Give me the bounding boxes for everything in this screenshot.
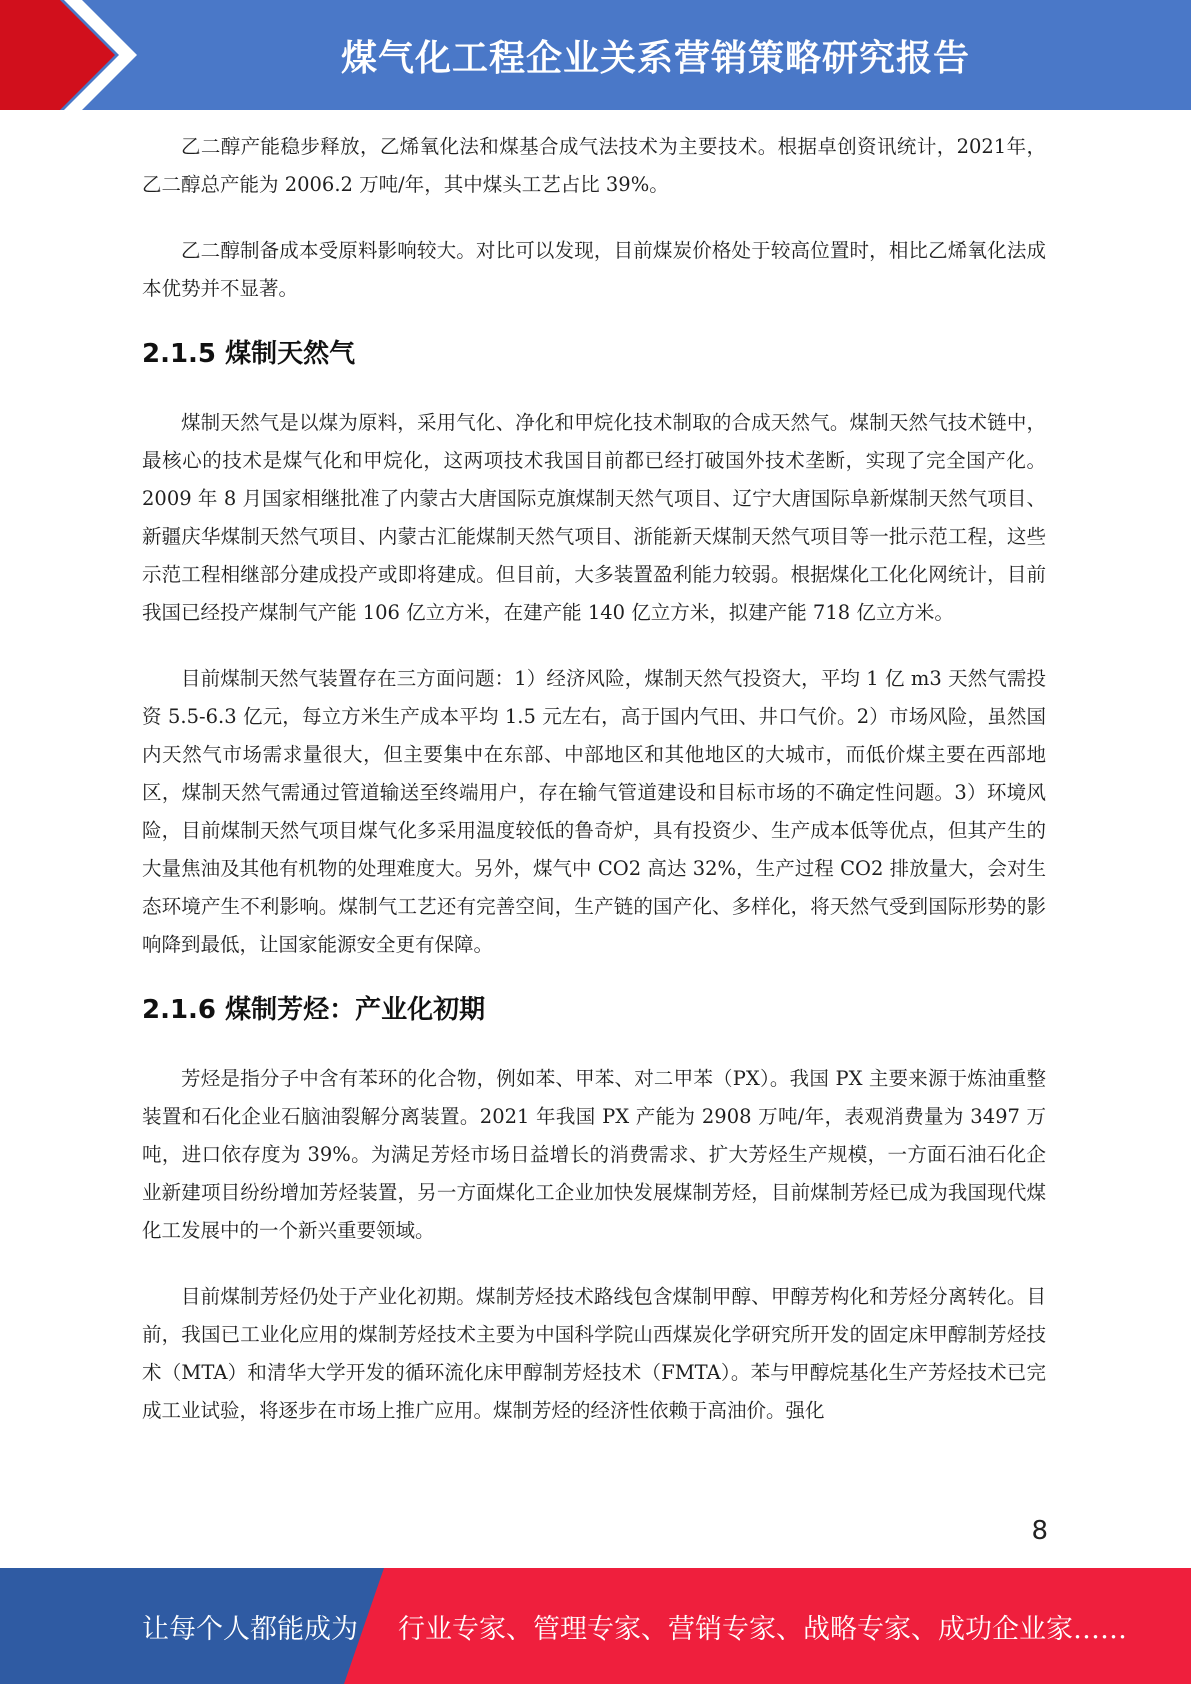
paragraph: 乙二醇产能稳步释放，乙烯氧化法和煤基合成气法技术为主要技术。根据卓创资讯统计，2021年，乙二醇总产能为 2006.2 万吨/年，其中煤头工艺占比 39%。 [142,135,1046,196]
page-footer [0,1568,1191,1684]
paragraph: 乙二醇制备成本受原料影响较大。对比可以发现，目前煤炭价格处于较高位置时，相比乙烯氧化法成本优势并不显著。 [142,239,1046,300]
paragraph: 目前煤制芳烃仍处于产业化初期。煤制芳烃技术路线包含煤制甲醇、甲醇芳构化和芳烃分离转化。目前，我国已工业化应用的煤制芳烃技术主要为中国科学院山西煤炭化学研究所开发的固定床甲醇制芳烃技术（MTA）和清华大学开发的循环流化床甲醇制芳烃技术（FMTA）。苯与甲醇烷基化生产芳烃技术已完成工业试验，将逐步在市场上推广应用。煤制芳烃的经济性依赖于高油价。强化 [142,1285,1046,1422]
paragraph: 目前煤制天然气装置存在三方面问题：1）经济风险，煤制天然气投资大，平均 1 亿 m3 天然气需投资 5.5-6.3 亿元，每立方米生产成本平均 1.5 元左右，高于国内气田、井口气价。2）市场风险，虽然国内天然气市场需求量很大，但主要集中在东部、中部地区和其他地区的大城市，而低价煤主要在西部地区，煤制天然气需通过管道输送至终端用户，存在输气管道建设和目标市场的不确定性问题。3）环境风险，目前煤制天然气项目煤气化多采用温度较低的鲁奇炉，具有投资少、生产成本低等优点，但其产生的大量焦油及其他有机物的处理难度大。另外，煤气中 CO2 高达 32%，生产过程 CO2 排放量大，会对生态环境产生不利影响。煤制气工艺还有完善空间，生产链的国产化、多样化，将天然气受到国际形势的影响降到最低，让国家能源安全更有保障。 [142,667,1046,956]
section-heading-2-1-6: 2.1.6 煤制芳烃：产业化初期 [142,995,486,1025]
page-header [0,0,1191,110]
paragraph: 芳烃是指分子中含有苯环的化合物，例如苯、甲苯、对二甲苯（PX）。我国 PX 主要来源于炼油重整装置和石化企业石脑油裂解分离装置。2021 年我国 PX 产能为 2908 万吨/年，表观消费量为 3497 万吨，进口依存度为 39%。为满足芳烃市场日益增长的消费需求、扩大芳烃生产规模，一方面石油石化企业新建项目纷纷增加芳烃装置，另一方面煤化工企业加快发展煤制芳烃，目前煤制芳烃已成为我国现代煤化工发展中的一个新兴重要领域。 [142,1067,1046,1242]
footer-slogan-right: 行业专家、管理专家、营销专家、战略专家、成功企业家…… [398,1613,1127,1645]
red-chevron-decoration [0,0,160,110]
footer-slogan-left: 让每个人都能成为 [142,1613,358,1645]
page-content [142,128,1046,1430]
paragraph: 煤制天然气是以煤为原料，采用气化、净化和甲烷化技术制取的合成天然气。煤制天然气技术链中，最核心的技术是煤气化和甲烷化，这两项技术我国目前都已经打破国外技术垄断，实现了完全国产化。2009 年 8 月国家相继批准了内蒙古大唐国际克旗煤制天然气项目、辽宁大唐国际阜新煤制天然气项目、新疆庆华煤制天然气项目、内蒙古汇能煤制天然气项目、浙能新天煤制天然气项目等一批示范工程，这些示范工程相继部分建成投产或即将建成。但目前，大多装置盈利能力较弱。根据煤化工化化网统计，目前我国已经投产煤制气产能 106 亿立方米，在建产能 140 亿立方米，拟建产能 718 亿立方米。 [142,411,1046,624]
section-heading-2-1-5: 2.1.5 煤制天然气 [142,339,356,369]
page-number: 8 [1031,1516,1048,1546]
document-title: 煤气化工程企业关系营销策略研究报告 [340,37,970,79]
